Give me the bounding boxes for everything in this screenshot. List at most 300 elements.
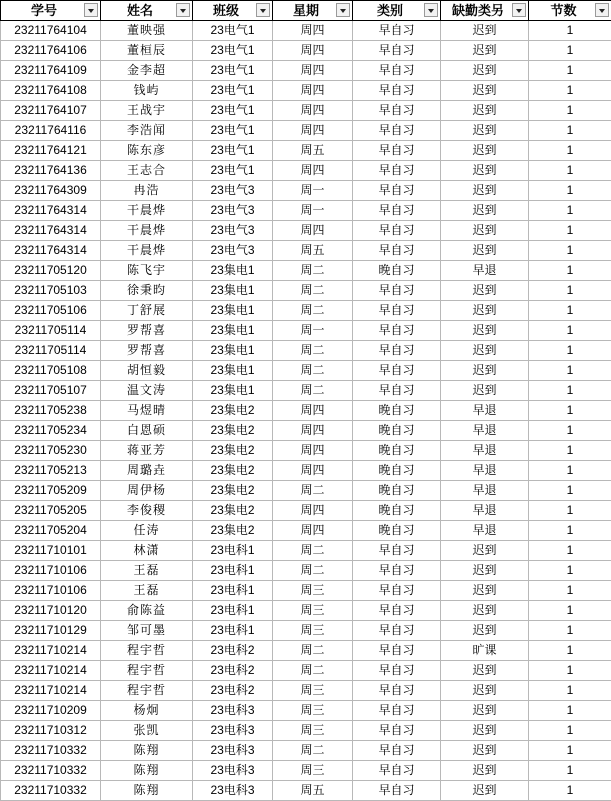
table-row[interactable] <box>1 581 611 601</box>
cell-class[interactable]: 23集电2 <box>193 401 273 421</box>
cell-absence-type[interactable]: 迟到 <box>441 181 529 201</box>
cell-absence-type[interactable]: 迟到 <box>441 141 529 161</box>
table-row[interactable] <box>1 101 611 121</box>
cell-student-id[interactable]: 23211764314 <box>1 241 101 261</box>
table-row[interactable] <box>1 641 611 661</box>
table-row[interactable] <box>1 681 611 701</box>
cell-student-id[interactable]: 23211705213 <box>1 461 101 481</box>
cell-weekday[interactable]: 周一 <box>273 321 353 341</box>
cell-absence-type[interactable]: 迟到 <box>441 41 529 61</box>
cell-periods[interactable]: 1 <box>529 441 611 461</box>
cell-name[interactable]: 周璐垚 <box>101 461 193 481</box>
cell-student-id[interactable]: 23211710101 <box>1 541 101 561</box>
table-row[interactable] <box>1 81 611 101</box>
cell-name[interactable]: 张凯 <box>101 721 193 741</box>
cell-class[interactable]: 23集电1 <box>193 321 273 341</box>
table-row[interactable] <box>1 761 611 781</box>
cell-category[interactable]: 早自习 <box>353 781 441 801</box>
cell-periods[interactable]: 1 <box>529 521 611 541</box>
table-row[interactable] <box>1 121 611 141</box>
cell-absence-type[interactable]: 迟到 <box>441 301 529 321</box>
cell-weekday[interactable]: 周四 <box>273 101 353 121</box>
cell-weekday[interactable]: 周四 <box>273 461 353 481</box>
cell-student-id[interactable]: 23211705230 <box>1 441 101 461</box>
cell-periods[interactable]: 1 <box>529 461 611 481</box>
cell-class[interactable]: 23电气3 <box>193 181 273 201</box>
cell-absence-type[interactable]: 迟到 <box>441 341 529 361</box>
cell-class[interactable]: 23电科1 <box>193 601 273 621</box>
cell-class[interactable]: 23电科2 <box>193 641 273 661</box>
cell-name[interactable]: 陈飞宇 <box>101 261 193 281</box>
cell-periods[interactable]: 1 <box>529 621 611 641</box>
cell-student-id[interactable]: 23211710214 <box>1 641 101 661</box>
cell-name[interactable]: 干晨烨 <box>101 201 193 221</box>
cell-category[interactable]: 晚自习 <box>353 261 441 281</box>
table-row[interactable] <box>1 141 611 161</box>
cell-periods[interactable]: 1 <box>529 21 611 41</box>
cell-category[interactable]: 早自习 <box>353 601 441 621</box>
cell-category[interactable]: 早自习 <box>353 641 441 661</box>
cell-name[interactable]: 杨炯 <box>101 701 193 721</box>
cell-name[interactable]: 温文涛 <box>101 381 193 401</box>
cell-weekday[interactable]: 周四 <box>273 41 353 61</box>
cell-weekday[interactable]: 周四 <box>273 421 353 441</box>
filter-dropdown-icon[interactable] <box>256 3 270 17</box>
cell-category[interactable]: 早自习 <box>353 761 441 781</box>
cell-category[interactable]: 早自习 <box>353 161 441 181</box>
table-row[interactable] <box>1 401 611 421</box>
table-row[interactable] <box>1 701 611 721</box>
cell-weekday[interactable]: 周一 <box>273 201 353 221</box>
cell-class[interactable]: 23集电1 <box>193 301 273 321</box>
cell-name[interactable]: 干晨烨 <box>101 221 193 241</box>
cell-student-id[interactable]: 23211764109 <box>1 61 101 81</box>
table-row[interactable] <box>1 21 611 41</box>
cell-name[interactable]: 程宇哲 <box>101 681 193 701</box>
cell-category[interactable]: 早自习 <box>353 61 441 81</box>
cell-category[interactable]: 早自习 <box>353 541 441 561</box>
cell-periods[interactable]: 1 <box>529 361 611 381</box>
column-header-periods[interactable] <box>529 1 611 21</box>
cell-name[interactable]: 王磊 <box>101 581 193 601</box>
cell-absence-type[interactable]: 早退 <box>441 461 529 481</box>
cell-weekday[interactable]: 周二 <box>273 381 353 401</box>
cell-category[interactable]: 早自习 <box>353 381 441 401</box>
cell-name[interactable]: 俞陈益 <box>101 601 193 621</box>
filter-dropdown-icon[interactable] <box>336 3 350 17</box>
cell-weekday[interactable]: 周四 <box>273 401 353 421</box>
cell-student-id[interactable]: 23211764314 <box>1 221 101 241</box>
cell-class[interactable]: 23电科1 <box>193 561 273 581</box>
cell-periods[interactable]: 1 <box>529 301 611 321</box>
cell-name[interactable]: 金李超 <box>101 61 193 81</box>
cell-absence-type[interactable]: 迟到 <box>441 101 529 121</box>
cell-weekday[interactable]: 周二 <box>273 361 353 381</box>
cell-periods[interactable]: 1 <box>529 721 611 741</box>
cell-student-id[interactable]: 23211710332 <box>1 761 101 781</box>
cell-student-id[interactable]: 23211710312 <box>1 721 101 741</box>
cell-absence-type[interactable]: 迟到 <box>441 381 529 401</box>
cell-periods[interactable]: 1 <box>529 201 611 221</box>
cell-category[interactable]: 早自习 <box>353 621 441 641</box>
cell-category[interactable]: 早自习 <box>353 241 441 261</box>
cell-class[interactable]: 23电科3 <box>193 701 273 721</box>
cell-category[interactable]: 晚自习 <box>353 441 441 461</box>
cell-class[interactable]: 23集电2 <box>193 481 273 501</box>
cell-student-id[interactable]: 23211710332 <box>1 741 101 761</box>
column-header-weekday[interactable] <box>273 1 353 21</box>
cell-category[interactable]: 早自习 <box>353 561 441 581</box>
cell-weekday[interactable]: 周四 <box>273 21 353 41</box>
cell-name[interactable]: 邹可墨 <box>101 621 193 641</box>
cell-weekday[interactable]: 周二 <box>273 281 353 301</box>
cell-name[interactable]: 罗帮喜 <box>101 341 193 361</box>
cell-category[interactable]: 早自习 <box>353 721 441 741</box>
cell-student-id[interactable]: 23211710214 <box>1 661 101 681</box>
table-row[interactable] <box>1 161 611 181</box>
cell-category[interactable]: 早自习 <box>353 681 441 701</box>
cell-student-id[interactable]: 23211764106 <box>1 41 101 61</box>
cell-class[interactable]: 23电科1 <box>193 621 273 641</box>
cell-name[interactable]: 王战宇 <box>101 101 193 121</box>
cell-weekday[interactable]: 周一 <box>273 181 353 201</box>
cell-student-id[interactable]: 23211764136 <box>1 161 101 181</box>
cell-class[interactable]: 23电科2 <box>193 661 273 681</box>
cell-student-id[interactable]: 23211764108 <box>1 81 101 101</box>
cell-name[interactable]: 李浩闻 <box>101 121 193 141</box>
cell-class[interactable]: 23电气1 <box>193 41 273 61</box>
cell-student-id[interactable]: 23211705106 <box>1 301 101 321</box>
table-row[interactable] <box>1 41 611 61</box>
cell-student-id[interactable]: 23211705120 <box>1 261 101 281</box>
cell-class[interactable]: 23集电2 <box>193 461 273 481</box>
cell-name[interactable]: 林潇 <box>101 541 193 561</box>
cell-class[interactable]: 23电气1 <box>193 141 273 161</box>
table-row[interactable] <box>1 181 611 201</box>
cell-name[interactable]: 徐秉昀 <box>101 281 193 301</box>
cell-student-id[interactable]: 23211764107 <box>1 101 101 121</box>
cell-absence-type[interactable]: 迟到 <box>441 201 529 221</box>
cell-category[interactable]: 晚自习 <box>353 401 441 421</box>
cell-student-id[interactable]: 23211705114 <box>1 341 101 361</box>
table-row[interactable] <box>1 441 611 461</box>
cell-periods[interactable]: 1 <box>529 161 611 181</box>
cell-category[interactable]: 早自习 <box>353 581 441 601</box>
cell-periods[interactable]: 1 <box>529 181 611 201</box>
cell-name[interactable]: 蒋亚芳 <box>101 441 193 461</box>
cell-periods[interactable]: 1 <box>529 581 611 601</box>
cell-absence-type[interactable]: 迟到 <box>441 581 529 601</box>
column-header-name[interactable] <box>101 1 193 21</box>
cell-absence-type[interactable]: 迟到 <box>441 81 529 101</box>
cell-student-id[interactable]: 23211710120 <box>1 601 101 621</box>
cell-student-id[interactable]: 23211705108 <box>1 361 101 381</box>
cell-class[interactable]: 23集电2 <box>193 421 273 441</box>
cell-student-id[interactable]: 23211705238 <box>1 401 101 421</box>
table-row[interactable] <box>1 461 611 481</box>
table-row[interactable] <box>1 501 611 521</box>
cell-periods[interactable]: 1 <box>529 341 611 361</box>
cell-weekday[interactable]: 周四 <box>273 221 353 241</box>
cell-absence-type[interactable]: 迟到 <box>441 561 529 581</box>
table-row[interactable] <box>1 221 611 241</box>
cell-student-id[interactable]: 23211764121 <box>1 141 101 161</box>
cell-category[interactable]: 早自习 <box>353 201 441 221</box>
cell-periods[interactable]: 1 <box>529 481 611 501</box>
column-header-absence-type[interactable] <box>441 1 529 21</box>
cell-category[interactable]: 早自习 <box>353 321 441 341</box>
cell-name[interactable]: 董映强 <box>101 21 193 41</box>
cell-periods[interactable]: 1 <box>529 701 611 721</box>
cell-student-id[interactable]: 23211710209 <box>1 701 101 721</box>
table-row[interactable] <box>1 741 611 761</box>
cell-absence-type[interactable]: 早退 <box>441 261 529 281</box>
cell-weekday[interactable]: 周二 <box>273 661 353 681</box>
cell-weekday[interactable]: 周二 <box>273 741 353 761</box>
cell-periods[interactable]: 1 <box>529 601 611 621</box>
cell-periods[interactable]: 1 <box>529 381 611 401</box>
cell-class[interactable]: 23集电1 <box>193 381 273 401</box>
cell-absence-type[interactable]: 迟到 <box>441 741 529 761</box>
cell-name[interactable]: 白恩硕 <box>101 421 193 441</box>
cell-name[interactable]: 胡恒毅 <box>101 361 193 381</box>
table-row[interactable] <box>1 781 611 801</box>
cell-weekday[interactable]: 周二 <box>273 641 353 661</box>
cell-absence-type[interactable]: 早退 <box>441 501 529 521</box>
cell-weekday[interactable]: 周三 <box>273 761 353 781</box>
cell-class[interactable]: 23集电1 <box>193 281 273 301</box>
table-row[interactable] <box>1 241 611 261</box>
filter-dropdown-icon[interactable] <box>595 3 609 17</box>
cell-weekday[interactable]: 周二 <box>273 541 353 561</box>
cell-class[interactable]: 23集电2 <box>193 521 273 541</box>
cell-absence-type[interactable]: 早退 <box>441 441 529 461</box>
cell-weekday[interactable]: 周三 <box>273 681 353 701</box>
column-header-class[interactable] <box>193 1 273 21</box>
cell-weekday[interactable]: 周二 <box>273 561 353 581</box>
cell-weekday[interactable]: 周四 <box>273 521 353 541</box>
table-row[interactable] <box>1 341 611 361</box>
cell-student-id[interactable]: 23211705234 <box>1 421 101 441</box>
cell-weekday[interactable]: 周四 <box>273 121 353 141</box>
cell-class[interactable]: 23电科3 <box>193 721 273 741</box>
cell-absence-type[interactable]: 迟到 <box>441 601 529 621</box>
cell-periods[interactable]: 1 <box>529 121 611 141</box>
cell-weekday[interactable]: 周四 <box>273 161 353 181</box>
cell-name[interactable]: 陈翔 <box>101 781 193 801</box>
cell-name[interactable]: 程宇哲 <box>101 661 193 681</box>
cell-periods[interactable]: 1 <box>529 101 611 121</box>
cell-periods[interactable]: 1 <box>529 501 611 521</box>
cell-periods[interactable]: 1 <box>529 241 611 261</box>
cell-periods[interactable]: 1 <box>529 141 611 161</box>
cell-student-id[interactable]: 23211710106 <box>1 561 101 581</box>
cell-absence-type[interactable]: 迟到 <box>441 221 529 241</box>
cell-class[interactable]: 23电气1 <box>193 101 273 121</box>
cell-absence-type[interactable]: 迟到 <box>441 661 529 681</box>
cell-category[interactable]: 晚自习 <box>353 461 441 481</box>
cell-name[interactable]: 罗帮喜 <box>101 321 193 341</box>
cell-name[interactable]: 周伊杨 <box>101 481 193 501</box>
cell-absence-type[interactable]: 迟到 <box>441 281 529 301</box>
cell-periods[interactable]: 1 <box>529 261 611 281</box>
cell-weekday[interactable]: 周四 <box>273 61 353 81</box>
cell-class[interactable]: 23集电2 <box>193 441 273 461</box>
cell-periods[interactable]: 1 <box>529 741 611 761</box>
cell-absence-type[interactable]: 迟到 <box>441 61 529 81</box>
cell-class[interactable]: 23电科2 <box>193 681 273 701</box>
cell-category[interactable]: 早自习 <box>353 101 441 121</box>
cell-weekday[interactable]: 周五 <box>273 781 353 801</box>
cell-category[interactable]: 早自习 <box>353 341 441 361</box>
cell-absence-type[interactable]: 迟到 <box>441 361 529 381</box>
cell-weekday[interactable]: 周五 <box>273 141 353 161</box>
cell-class[interactable]: 23集电2 <box>193 501 273 521</box>
cell-name[interactable]: 丁舒展 <box>101 301 193 321</box>
filter-dropdown-icon[interactable] <box>84 3 98 17</box>
cell-student-id[interactable]: 23211705204 <box>1 521 101 541</box>
cell-periods[interactable]: 1 <box>529 41 611 61</box>
cell-student-id[interactable]: 23211705209 <box>1 481 101 501</box>
cell-periods[interactable]: 1 <box>529 61 611 81</box>
cell-weekday[interactable]: 周四 <box>273 81 353 101</box>
cell-absence-type[interactable]: 迟到 <box>441 161 529 181</box>
table-row[interactable] <box>1 621 611 641</box>
cell-category[interactable]: 晚自习 <box>353 481 441 501</box>
cell-student-id[interactable]: 23211710129 <box>1 621 101 641</box>
cell-name[interactable]: 王磊 <box>101 561 193 581</box>
cell-weekday[interactable]: 周三 <box>273 701 353 721</box>
cell-category[interactable]: 早自习 <box>353 181 441 201</box>
cell-absence-type[interactable]: 迟到 <box>441 681 529 701</box>
cell-category[interactable]: 早自习 <box>353 301 441 321</box>
cell-class[interactable]: 23电气1 <box>193 121 273 141</box>
cell-absence-type[interactable]: 迟到 <box>441 121 529 141</box>
cell-weekday[interactable]: 周二 <box>273 301 353 321</box>
table-row[interactable] <box>1 381 611 401</box>
cell-absence-type[interactable]: 迟到 <box>441 321 529 341</box>
cell-student-id[interactable]: 23211705103 <box>1 281 101 301</box>
cell-class[interactable]: 23集电1 <box>193 341 273 361</box>
cell-student-id[interactable]: 23211705107 <box>1 381 101 401</box>
cell-weekday[interactable]: 周三 <box>273 581 353 601</box>
cell-periods[interactable]: 1 <box>529 641 611 661</box>
cell-category[interactable]: 晚自习 <box>353 521 441 541</box>
cell-periods[interactable]: 1 <box>529 681 611 701</box>
cell-student-id[interactable]: 23211764314 <box>1 201 101 221</box>
cell-periods[interactable]: 1 <box>529 781 611 801</box>
cell-class[interactable]: 23电气1 <box>193 81 273 101</box>
cell-periods[interactable]: 1 <box>529 421 611 441</box>
filter-dropdown-icon[interactable] <box>512 3 526 17</box>
table-row[interactable] <box>1 601 611 621</box>
cell-name[interactable]: 李俊稷 <box>101 501 193 521</box>
cell-name[interactable]: 陈东彦 <box>101 141 193 161</box>
cell-absence-type[interactable]: 迟到 <box>441 721 529 741</box>
cell-student-id[interactable]: 23211764116 <box>1 121 101 141</box>
table-row[interactable] <box>1 361 611 381</box>
cell-weekday[interactable]: 周五 <box>273 241 353 261</box>
cell-name[interactable]: 陈翔 <box>101 741 193 761</box>
cell-weekday[interactable]: 周二 <box>273 261 353 281</box>
cell-student-id[interactable]: 23211705114 <box>1 321 101 341</box>
table-row[interactable] <box>1 261 611 281</box>
cell-category[interactable]: 早自习 <box>353 361 441 381</box>
table-row[interactable] <box>1 521 611 541</box>
table-row[interactable] <box>1 281 611 301</box>
cell-category[interactable]: 早自习 <box>353 221 441 241</box>
cell-periods[interactable]: 1 <box>529 761 611 781</box>
cell-category[interactable]: 早自习 <box>353 21 441 41</box>
table-row[interactable] <box>1 421 611 441</box>
cell-absence-type[interactable]: 迟到 <box>441 541 529 561</box>
cell-name[interactable]: 程宇哲 <box>101 641 193 661</box>
cell-category[interactable]: 早自习 <box>353 281 441 301</box>
cell-name[interactable]: 干晨烨 <box>101 241 193 261</box>
cell-absence-type[interactable]: 迟到 <box>441 241 529 261</box>
cell-category[interactable]: 晚自习 <box>353 421 441 441</box>
cell-class[interactable]: 23集电1 <box>193 361 273 381</box>
cell-name[interactable]: 钱屿 <box>101 81 193 101</box>
cell-category[interactable]: 早自习 <box>353 141 441 161</box>
cell-absence-type[interactable]: 早退 <box>441 481 529 501</box>
cell-category[interactable]: 早自习 <box>353 81 441 101</box>
cell-class[interactable]: 23电科1 <box>193 581 273 601</box>
table-row[interactable] <box>1 321 611 341</box>
cell-periods[interactable]: 1 <box>529 221 611 241</box>
cell-class[interactable]: 23电气3 <box>193 221 273 241</box>
cell-periods[interactable]: 1 <box>529 561 611 581</box>
cell-periods[interactable]: 1 <box>529 321 611 341</box>
cell-class[interactable]: 23电气3 <box>193 241 273 261</box>
cell-class[interactable]: 23电科3 <box>193 761 273 781</box>
cell-periods[interactable]: 1 <box>529 81 611 101</box>
cell-weekday[interactable]: 周二 <box>273 341 353 361</box>
cell-category[interactable]: 早自习 <box>353 701 441 721</box>
cell-name[interactable]: 冉浩 <box>101 181 193 201</box>
table-row[interactable] <box>1 561 611 581</box>
cell-weekday[interactable]: 周三 <box>273 721 353 741</box>
table-row[interactable] <box>1 61 611 81</box>
cell-weekday[interactable]: 周三 <box>273 621 353 641</box>
cell-class[interactable]: 23电科3 <box>193 781 273 801</box>
cell-weekday[interactable]: 周四 <box>273 441 353 461</box>
cell-category[interactable]: 早自习 <box>353 41 441 61</box>
column-header-student-id[interactable] <box>1 1 101 21</box>
cell-category[interactable]: 早自习 <box>353 661 441 681</box>
cell-absence-type[interactable]: 迟到 <box>441 761 529 781</box>
table-row[interactable] <box>1 541 611 561</box>
table-row[interactable] <box>1 721 611 741</box>
cell-category[interactable]: 早自习 <box>353 741 441 761</box>
cell-student-id[interactable]: 23211764104 <box>1 21 101 41</box>
cell-class[interactable]: 23电气3 <box>193 201 273 221</box>
cell-class[interactable]: 23电科1 <box>193 541 273 561</box>
cell-student-id[interactable]: 23211710214 <box>1 681 101 701</box>
cell-absence-type[interactable]: 旷课 <box>441 641 529 661</box>
cell-class[interactable]: 23电气1 <box>193 21 273 41</box>
cell-name[interactable]: 陈翔 <box>101 761 193 781</box>
filter-dropdown-icon[interactable] <box>176 3 190 17</box>
cell-weekday[interactable]: 周三 <box>273 601 353 621</box>
cell-weekday[interactable]: 周四 <box>273 501 353 521</box>
cell-category[interactable]: 早自习 <box>353 121 441 141</box>
column-header-category[interactable] <box>353 1 441 21</box>
cell-weekday[interactable]: 周二 <box>273 481 353 501</box>
table-row[interactable] <box>1 661 611 681</box>
cell-periods[interactable]: 1 <box>529 661 611 681</box>
cell-name[interactable]: 董桓辰 <box>101 41 193 61</box>
